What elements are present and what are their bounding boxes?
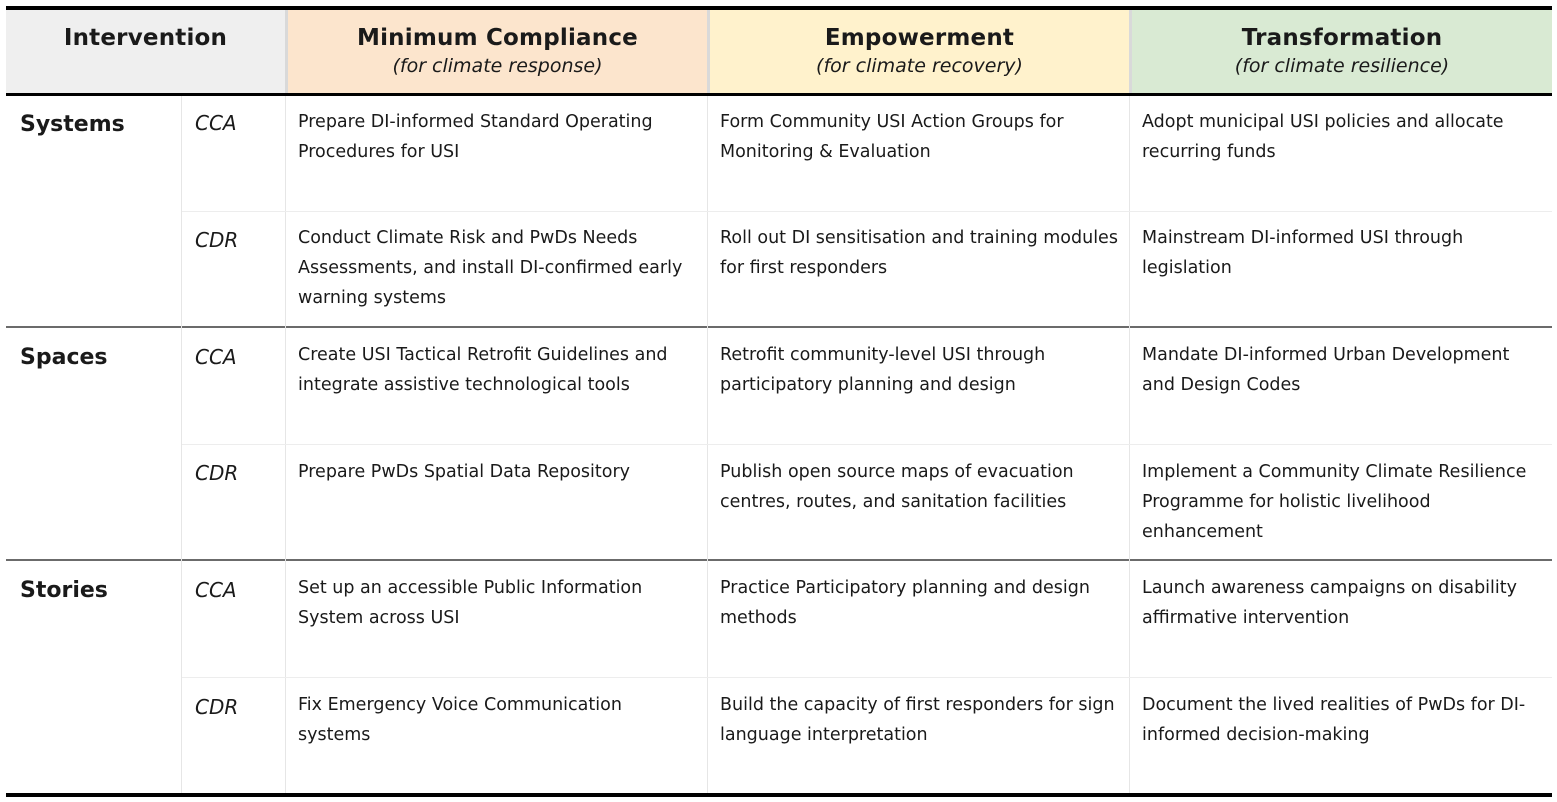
table-top-rule (6, 6, 1552, 10)
row-type-label: CDR (195, 228, 239, 252)
table-cell: Prepare DI-informed Standard Operating Procedures for USI (298, 112, 653, 162)
table-cell: Publish open source maps of evacuation centres, routes, and sanitation facilities (720, 462, 1074, 512)
group-label-stories: Stories (20, 578, 108, 603)
header-empowerment (707, 10, 1129, 93)
table-cell: Document the lived realities of PwDs for DI-informed decision-making (1142, 695, 1526, 745)
table-cell: Launch awareness campaigns on disability affirmative intervention (1142, 578, 1517, 628)
header-column-subtitle: (for climate response) (392, 55, 603, 77)
header-intervention (6, 10, 285, 93)
table-cell: Form Community USI Action Groups for Monitoring & Evaluation (720, 112, 1064, 162)
table-cell: Adopt municipal USI policies and allocate recurring funds (1142, 112, 1504, 162)
group-divider (6, 559, 1552, 561)
row-type-label: CCA (195, 345, 237, 369)
row-divider (182, 444, 1552, 445)
table-cell: Practice Participatory planning and design methods (720, 578, 1090, 628)
table-cell: Roll out DI sensitisation and training modules for first responders (720, 228, 1118, 278)
header-column-subtitle: (for climate resilience) (1234, 55, 1450, 77)
table-cell: Build the capacity of first responders for sign language interpretation (720, 695, 1115, 745)
table-cell: Create USI Tactical Retrofit Guidelines and integrate assistive technological tools (298, 345, 668, 395)
group-label-systems: Systems (20, 112, 125, 137)
header-column-subtitle: (for climate recovery) (816, 55, 1023, 77)
table-bottom-rule (6, 793, 1552, 797)
row-divider (182, 677, 1552, 678)
row-type-label: CDR (195, 695, 239, 719)
table-cell: Implement a Community Climate Resilience Programme for holistic livelihood enhancement (1142, 462, 1527, 542)
header-transformation (1129, 10, 1552, 93)
header-minimum-compliance (285, 10, 707, 93)
table-cell: Mainstream DI-informed USI through legislation (1142, 228, 1464, 278)
row-type-label: CCA (195, 111, 237, 135)
header-column-title: Minimum Compliance (357, 25, 638, 51)
header-bottom-rule (6, 93, 1552, 96)
table-cell: Conduct Climate Risk and PwDs Needs Assessments, and install DI-confirmed early warning systems (298, 228, 683, 308)
header-column-title: Transformation (1241, 25, 1443, 51)
intervention-matrix-table (6, 6, 1552, 797)
table-cell: Retrofit community-level USI through participatory planning and design (720, 345, 1046, 395)
row-type-label: CDR (195, 461, 239, 485)
group-label-spaces: Spaces (20, 345, 108, 370)
header-intervention-label: Intervention (63, 25, 228, 51)
group-divider (6, 326, 1552, 328)
table-cell: Fix Emergency Voice Communication systems (298, 695, 622, 745)
table-cell: Set up an accessible Public Information System across USI (298, 578, 643, 628)
header-column-title: Empowerment (824, 25, 1015, 51)
table-cell: Mandate DI-informed Urban Development and Design Codes (1142, 345, 1510, 395)
row-divider (182, 211, 1552, 212)
row-type-label: CCA (195, 578, 237, 602)
table-cell: Prepare PwDs Spatial Data Repository (298, 462, 631, 482)
